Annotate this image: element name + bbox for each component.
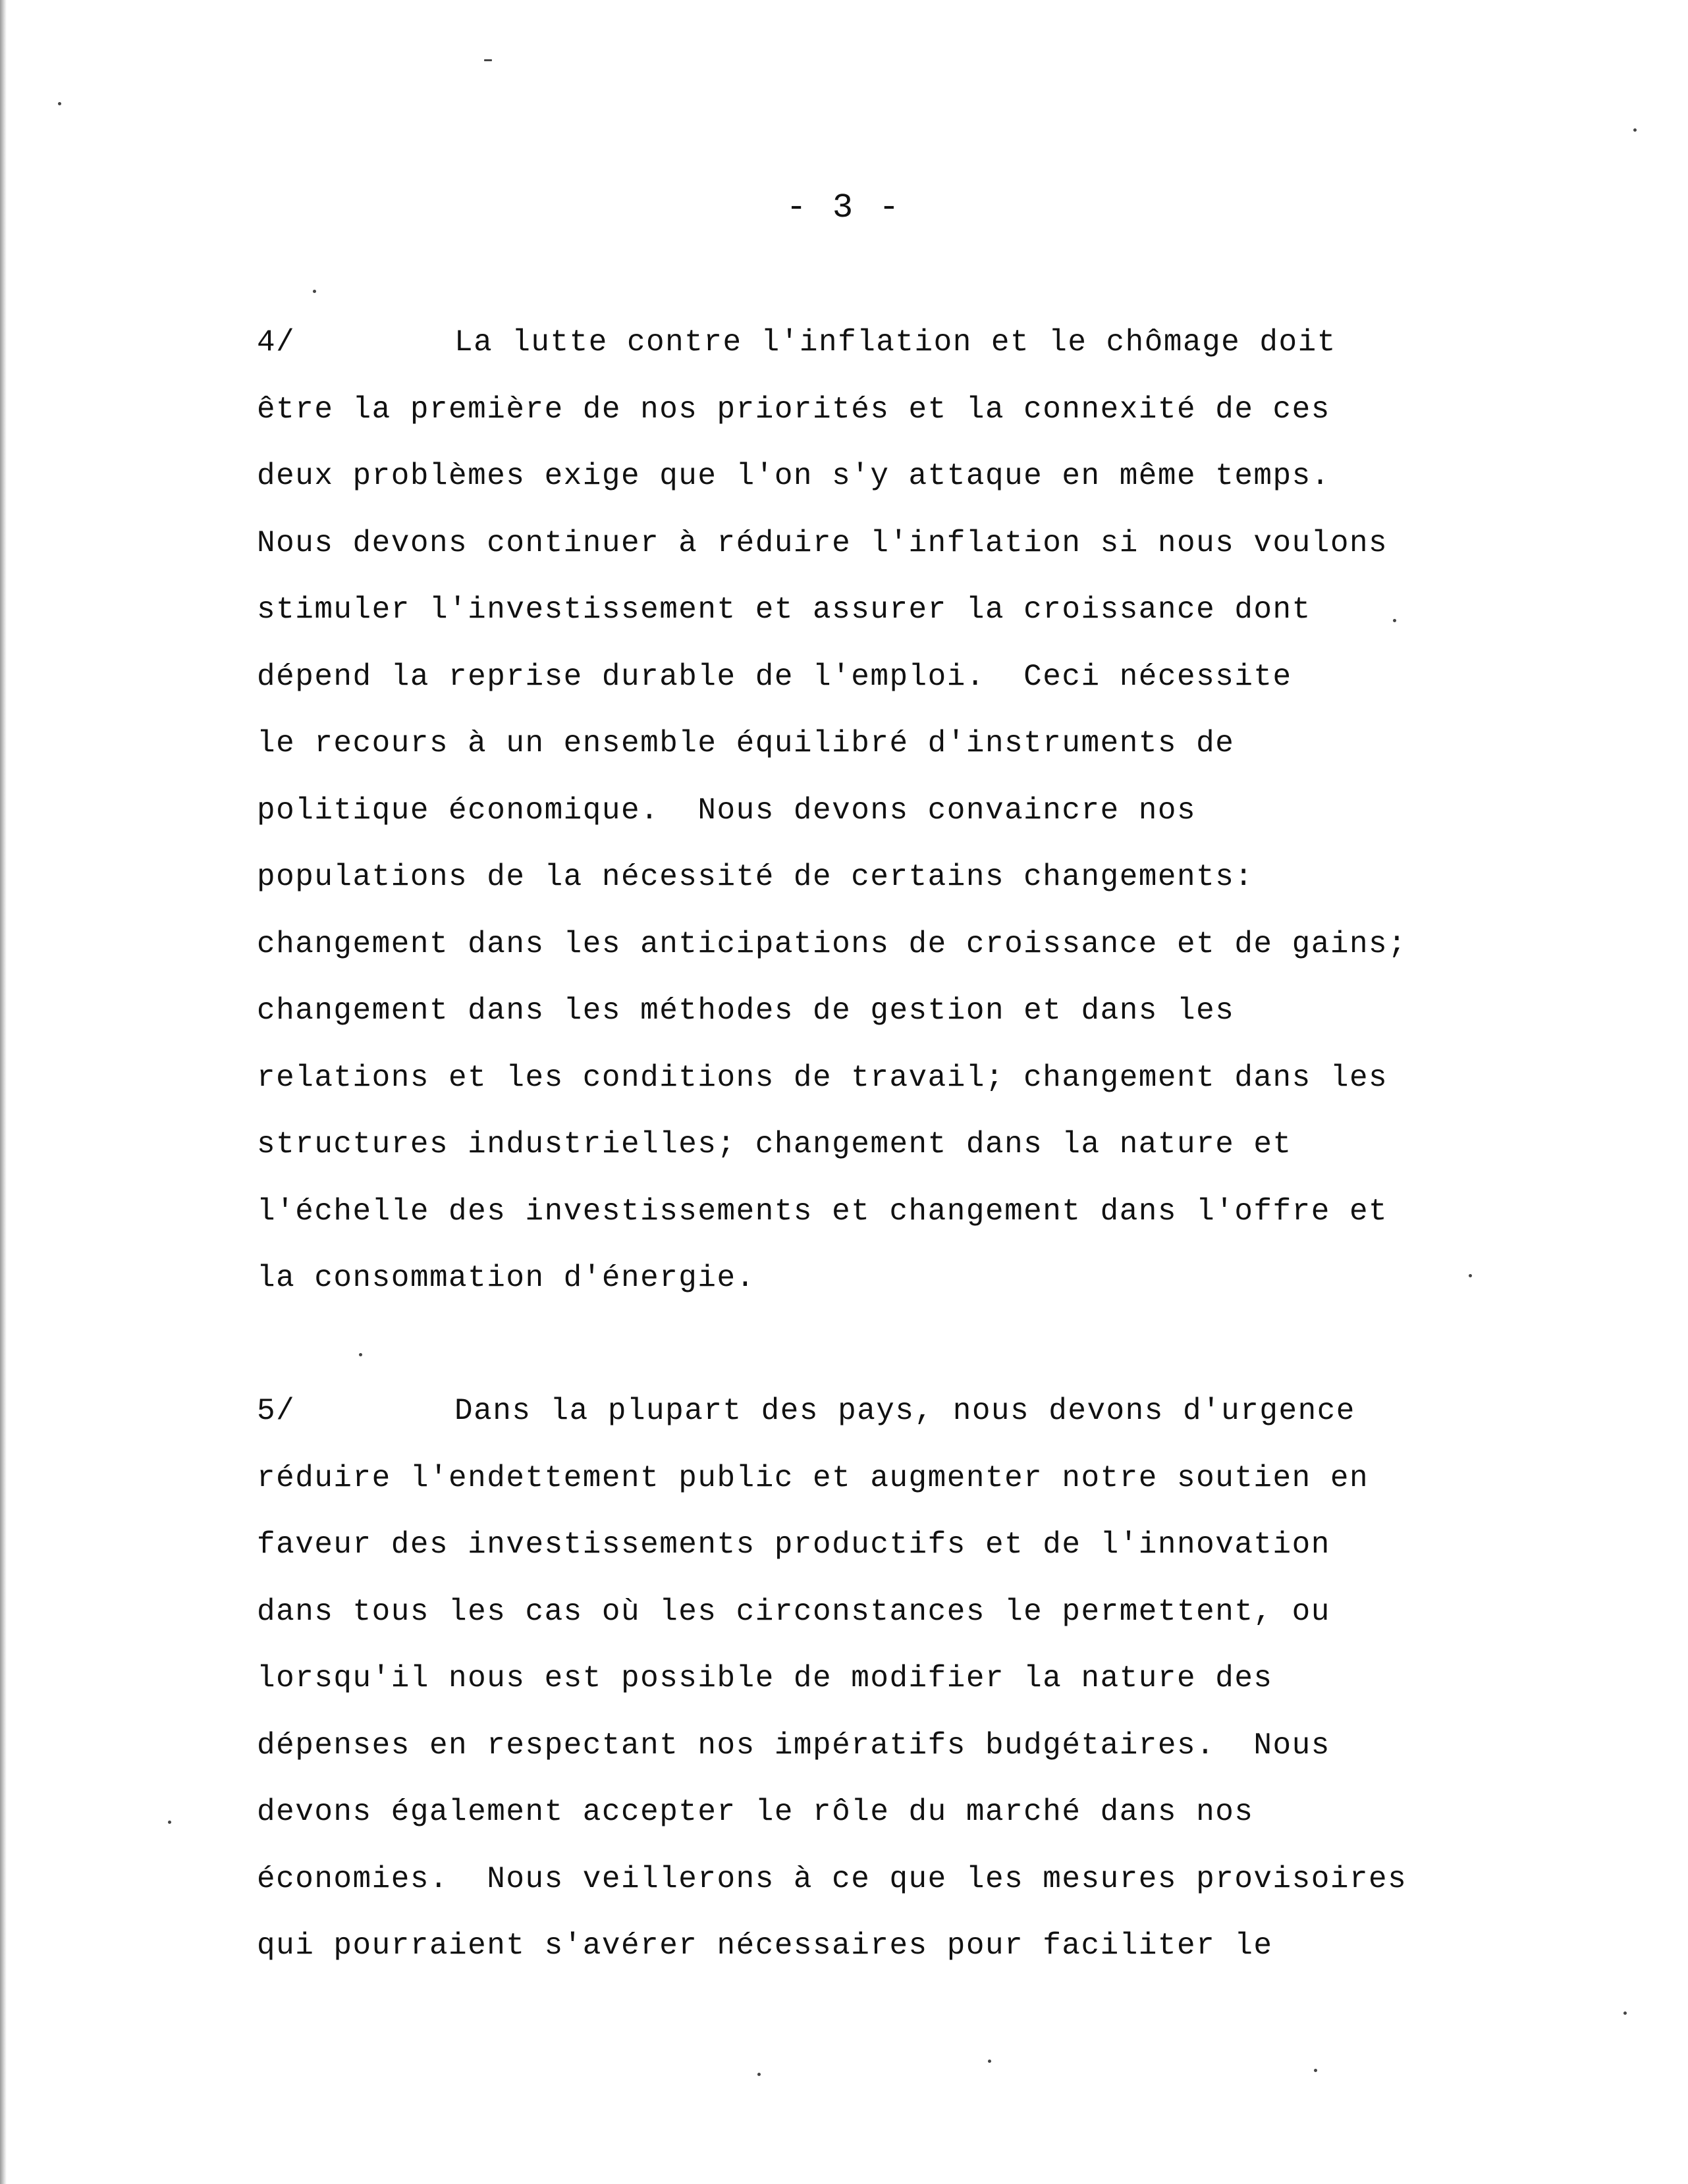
paragraph-line: devons également accepter le rôle du marché dans nos xyxy=(257,1795,1254,1829)
paragraph-line: changement dans les méthodes de gestion et dans les xyxy=(257,994,1235,1028)
paragraph-line: changement dans les anticipations de croissance et de gains; xyxy=(257,926,1407,961)
scan-speck xyxy=(168,1821,171,1824)
paragraph-line xyxy=(257,309,1574,377)
paragraph-line: populations de la nécessité de certains changements: xyxy=(257,860,1254,894)
paragraph-line: être la première de nos priorités et la connexité de ces xyxy=(257,392,1330,427)
paragraph-line: l'échelle des investissements et changement dans l'offre et xyxy=(257,1194,1388,1229)
paragraph-line: dans tous les cas où les circonstances le permettent, ou xyxy=(257,1594,1330,1629)
paragraph-line: structures industrielles; changement dans la nature et xyxy=(257,1127,1292,1161)
paragraph-line: dépenses en respectant nos impératifs budgétaires. Nous xyxy=(257,1728,1330,1763)
paragraph-line: dépend la reprise durable de l'emploi. Ceci nécessite xyxy=(257,659,1292,694)
scan-speck xyxy=(757,2073,761,2076)
scan-edge xyxy=(0,0,7,2184)
paragraph-line: Nous devons continuer à réduire l'inflation si nous voulons xyxy=(257,525,1388,560)
paragraph-text: La lutte contre l'inflation et le chômage doit xyxy=(454,325,1336,360)
paragraph-line: deux problèmes exige que l'on s'y attaque en même temps. xyxy=(257,459,1330,493)
paragraph-line: économies. Nous veillerons à ce que les mesures provisoires xyxy=(257,1861,1407,1896)
scan-speck xyxy=(484,59,492,61)
scan-speck xyxy=(1633,128,1637,132)
paragraph-line: la consommation d'énergie. xyxy=(257,1261,755,1295)
scan-speck xyxy=(58,102,61,105)
paragraph-line: qui pourraient s'avérer nécessaires pour faciliter le xyxy=(257,1929,1273,1963)
paragraph-line: relations et les conditions de travail; changement dans les xyxy=(257,1060,1388,1095)
scan-speck xyxy=(359,1353,362,1356)
paragraph-text: Dans la plupart des pays, nous devons d'urgence xyxy=(454,1394,1355,1428)
paragraph-line: lorsqu'il nous est possible de modifier la nature des xyxy=(257,1661,1273,1695)
scan-speck xyxy=(1623,2011,1627,2015)
scan-speck xyxy=(1469,1274,1472,1277)
scan-speck xyxy=(313,290,316,293)
paragraph-line: réduire l'endettement public et augmenter notre soutien en xyxy=(257,1460,1369,1495)
paragraph-4 xyxy=(257,309,1574,1312)
paragraph-line: stimuler l'investissement et assurer la croissance dont xyxy=(257,593,1311,627)
page-number: - 3 - xyxy=(786,188,902,227)
scan-speck xyxy=(1314,2069,1317,2072)
scan-speck xyxy=(988,2060,991,2063)
paragraph-line: politique économique. Nous devons convaincre nos xyxy=(257,793,1197,828)
paragraph-line xyxy=(257,1378,1574,1445)
paragraph-line: le recours à un ensemble équilibré d'instruments de xyxy=(257,726,1235,760)
paragraph-5 xyxy=(257,1378,1574,1980)
paragraph-number: 5/ xyxy=(257,1394,296,1428)
paragraph-number: 4/ xyxy=(257,325,296,360)
paragraph-line: faveur des investissements productifs et de l'innovation xyxy=(257,1528,1330,1562)
scan-speck xyxy=(1393,619,1396,622)
